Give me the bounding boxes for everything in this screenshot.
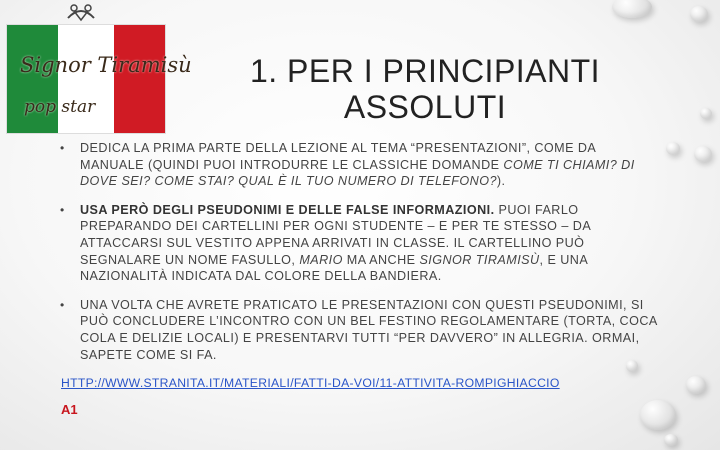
logo-line-2: pop star — [24, 97, 96, 117]
bullet-dot: • — [60, 141, 65, 155]
level-tag: A1 — [61, 401, 78, 417]
bullet-2-text: PUOI FARLO PREPARANDO DEI CARTELLINI PER OGNI STUDENTE – E PER TE STESSO – DA ATTACCARSI SUL VESTITO APPENA ARRIVATI IN CLASSE. IL CARTELLINO PUÒ SEGNALARE UN NOME FASULLO, — [80, 202, 591, 267]
water-drop-decoration — [640, 400, 676, 430]
bullet-item-2 — [58, 202, 658, 285]
bullet-1-tail: ). — [496, 174, 506, 189]
water-drop-decoration — [690, 6, 708, 22]
bullet-2-name-mario: MARIO — [299, 252, 343, 267]
bullet-2-name-tiramisu: SIGNOR TIRAMISÙ — [419, 252, 540, 267]
signor-tiramisu-logo — [6, 0, 192, 134]
bullet-dot: • — [60, 202, 65, 217]
bullet-1-questions: COME TI CHIAMI? DI DOVE SEI? COME STAI? QUAL È IL TUO NUMERO DI TELEFONO? — [80, 157, 635, 189]
slide-title-line-2: ASSOLUTI — [343, 89, 507, 125]
logo-text — [20, 44, 192, 128]
water-drop-decoration — [664, 434, 678, 446]
water-drop-decoration — [612, 0, 652, 18]
logo-line-1: Signor Tiramisù — [20, 53, 192, 77]
slide-title-line-1: 1. PER I PRINCIPIANTI — [249, 53, 601, 89]
bullet-1-text: DEDICA LA PRIMA PARTE DELLA LEZIONE AL TEMA “PRESENTAZIONI”, COME DA MANUALE (QUINDI PUOI INTRODURRE LE CLASSICHE DOMANDE — [80, 141, 596, 172]
bullet-2-bold: USA PERÒ DEGLI PSEUDONIMI E DELLE FALSE INFORMAZIONI. — [80, 202, 495, 217]
slide-content — [58, 140, 658, 418]
water-drop-decoration — [626, 360, 638, 372]
bullet-3-text: UNA VOLTA CHE AVRETE PRATICATO LE PRESENTAZIONI CON QUESTI PSEUDONIMI, SI PUÒ CONCLUDERE L’INCONTRO CON UN BEL FESTINO REGOLAMENTARE (TORTA, COCA COLA E DELIZIE LOCALI) E PRESENTARVI TUTTI “PER DAVVERO” IN ALLEGRIA. ORMAI, SAPETE COME SI FA. — [80, 297, 658, 362]
bullet-item-3 — [58, 297, 658, 363]
bullet-2-mid: MA ANCHE — [342, 252, 420, 267]
water-drop-decoration — [686, 376, 706, 394]
water-drop-decoration — [694, 146, 712, 162]
bullet-dot: • — [60, 297, 65, 312]
bullet-2-tail: , E UNA NAZIONALITÀ INDICATA DAL COLORE DELLA BANDIERA. — [80, 252, 588, 284]
resource-link[interactable]: HTTP://WWW.STRANITA.IT/MATERIALI/FATTI-DA-VOI/11-ATTIVITA-ROMPIGHIACCIO — [61, 376, 560, 391]
bullet-item-1 — [58, 140, 658, 190]
water-drop-decoration — [666, 142, 680, 155]
slide-title — [190, 53, 660, 125]
crown-icon — [64, 0, 98, 22]
water-drop-decoration — [700, 108, 712, 119]
